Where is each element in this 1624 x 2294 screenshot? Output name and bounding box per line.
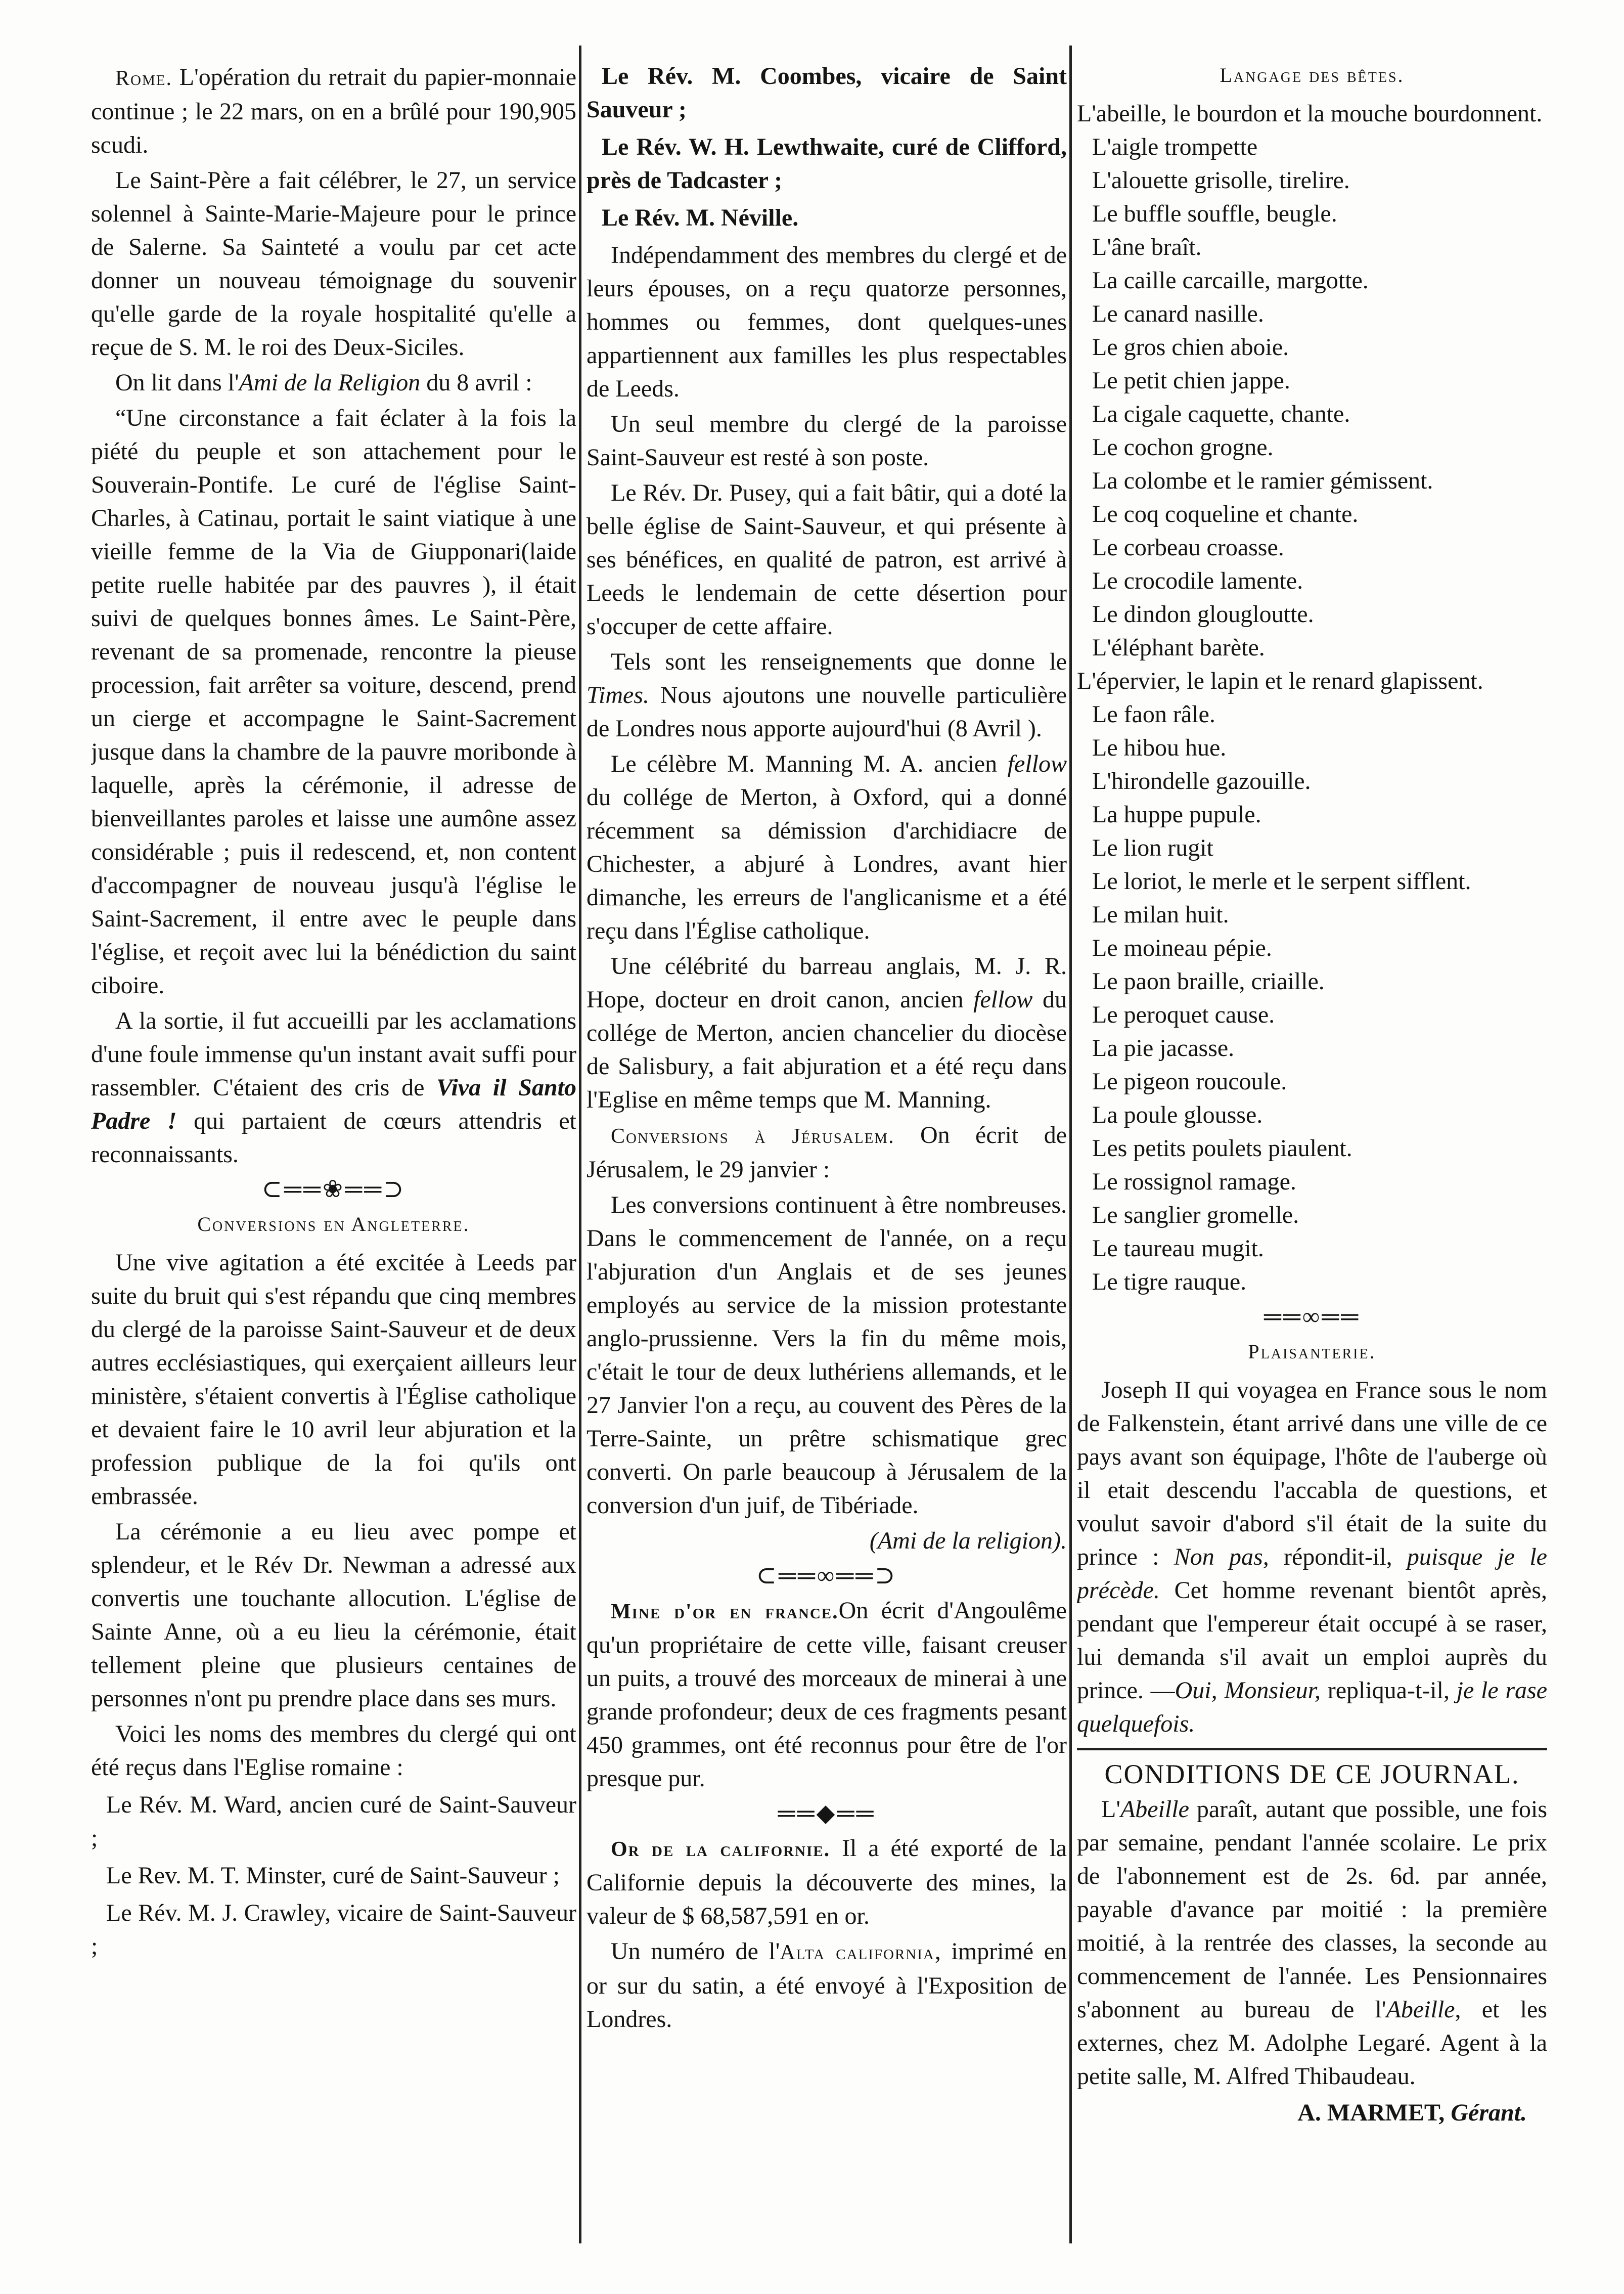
list-item: L'hirondelle gazouille. <box>1092 768 1311 795</box>
paragraph: Un seul membre du clergé de la paroisse Saint-Sauveur est resté à son poste. <box>587 411 1067 471</box>
list-item: Le hibou hue. <box>1092 734 1227 761</box>
ornament-divider: ══∞══ <box>1264 1303 1361 1330</box>
list-item: L'éléphant barète. <box>1092 634 1265 661</box>
list-item: La caille carcaille, margotte. <box>1092 267 1369 294</box>
paragraph: “Une circonstance a fait éclater à la fois la piété du peuple et son attachement pour le Souverain-Pontife. Le curé de l'église Saint-Charles, à Catinau, portait le saint viatique à une vieille femme de la Via de Giupponari(laide petite ruelle habitée par des pauvres ), il était suivi de quelques bonnes âmes. Le Saint-Père, revenant de sa promenade, rencontre la pieuse procession, fait arrêter sa voiture, descend, prend un cierge et accompagne le Saint-Sacrement jusque dans la chambre de la pauvre moribonde à laquelle, après la cérémonie, il adresse de bienveillantes paroles et laisse une aumône assez considérable ; puis il redescend, et, non content d'accompagner de nouveau jusqu'à l'église le Saint-Sacrement, il entre avec le peuple dans l'église, et reçoit avec lui la bénédiction du saint ciboire. <box>91 405 576 999</box>
animal-list <box>1077 698 1547 1299</box>
paragraph <box>587 747 1067 948</box>
list-item: Le crocodile lamente. <box>1092 567 1303 594</box>
italic-text: Oui, Monsieur, <box>1175 1677 1321 1704</box>
list-item: La colombe et le ramier gémissent. <box>1092 467 1433 494</box>
section-heading: Conversions en Angleterre. <box>197 1213 470 1236</box>
list-item: La cigale caquette, chante. <box>1092 401 1350 427</box>
quote: Viva il Santo Padre ! <box>91 1074 576 1134</box>
animal-list <box>1077 130 1547 665</box>
paragraph: Le Saint-Père a fait célébrer, le 27, un service solennel à Sainte-Marie-Majeure pour le prince de Salerne. Sa Sainteté a voulu par cet acte donner un nouveau témoignage du souvenir qu'elle garde de la royale hospitalité qu'elle a reçue de S. M. le roi des Deux-Siciles. <box>91 167 576 361</box>
italic-text: Non pas, <box>1174 1543 1269 1570</box>
list-item: Le pigeon roucoule. <box>1092 1068 1287 1095</box>
list-item: Le cochon grogne. <box>1092 434 1274 461</box>
text: Une célébrité du barreau anglais, M. J. R. Hope, docteur en droit canon, ancien <box>587 953 1067 1013</box>
list-item: L'aigle trompette <box>1092 134 1258 160</box>
italic-word: fellow <box>973 986 1033 1013</box>
text: Le célèbre M. Manning M. A. ancien <box>611 751 1008 777</box>
text: , imprimé en or sur du satin, a été envoyé à l'Exposition de Londres. <box>587 1938 1067 2033</box>
text: A la sortie, il fut accueilli par les acclamations d'une foule immense qu'un instant avait suffi pour rassembler. C'étaient des cris de <box>91 1007 576 1101</box>
paragraph <box>587 1594 1067 1795</box>
text: répondit-il, <box>1269 1543 1407 1570</box>
text: du collége de Merton, ancien chancelier du diocèse de Salisbury, a fait abjuration et a été reçu dans l'Eglise en même temps que M. Manning. <box>587 986 1067 1113</box>
article-head: Rome. <box>115 67 172 90</box>
paragraph <box>587 950 1067 1117</box>
italic-text: puisque je le précède. <box>1077 1543 1547 1604</box>
list-item: L'abeille, le bourdon et la mouche bourdonnent. <box>1077 100 1543 127</box>
section-heading: Plaisanterie. <box>1248 1340 1376 1363</box>
paragraph: Les conversions continuent à être nombreuses. Dans le commencement de l'année, on a reçu l'abjuration d'un Anglais et de ses jeunes employés au service de la mission protestante anglo-prussienne. Vers la fin du même mois, c'était le tour de deux luthériens allemands, et le 27 Janvier l'on a reçu, au couvent des Pères de la Terre-Sainte, un prêtre schismatique grec converti. On parle beaucoup à Jérusalem de la conversion d'un juif, de Tibériade. <box>587 1192 1067 1519</box>
signature-title: Gérant. <box>1451 2099 1527 2126</box>
list-item: Le buffle souffle, beugle. <box>1092 200 1337 227</box>
paragraph <box>587 1119 1067 1186</box>
list-item: La huppe pupule. <box>1092 801 1261 828</box>
signature-name: A. MARMET, <box>1297 2099 1445 2126</box>
article-rome <box>91 61 576 162</box>
clergy-item: Le Rev. M. T. Minster, curé de Saint-Sauveur ; <box>106 1862 560 1889</box>
text: , et les externes, chez M. Adolphe Legaré. Agent à la petite salle, M. Alfred Thibaudeau. <box>1077 1996 1547 2090</box>
ornament-divider: ⊂══∞══⊃ <box>756 1562 897 1589</box>
paragraph: Voici les noms des membres du clergé qui ont été reçus dans l'Eglise romaine : <box>91 1721 576 1781</box>
article-head: Conversions à Jérusalem. <box>611 1125 895 1148</box>
article-body: L'opération du retrait du papier-monnaie continue ; le 22 mars, on en a brûlé pour 190,905 scudi. <box>91 64 576 158</box>
article-head: Mine d'or en france. <box>611 1600 839 1623</box>
list-item: Le milan huit. <box>1092 901 1229 928</box>
list-item: Le peroquet cause. <box>1092 1001 1275 1028</box>
text: L' <box>1101 1796 1120 1823</box>
paragraph: Le Rév. Dr. Pusey, qui a fait bâtir, qui a doté la belle église de Saint-Sauveur, et qui présente à ses bénéfices, en qualité de patron, est arrivé à Leeds le lendemain de cette désertion pour s'occuper de cette affaire. <box>587 479 1067 640</box>
clergy-item: Le Rév. M. Coombes, vicaire de Saint Sauveur ; <box>587 63 1067 123</box>
clergy-item: Le Rév. W. H. Lewthwaite, curé de Clifford, près de Tadcaster ; <box>587 134 1067 194</box>
list-item: Le gros chien aboie. <box>1092 334 1289 361</box>
list-item: L'âne braît. <box>1092 234 1202 260</box>
list-item: L'alouette grisolle, tirelire. <box>1092 167 1350 194</box>
paragraph: Une vive agitation a été excitée à Leeds par suite du bruit qui s'est répandu que cinq membres du clergé de la paroisse Saint-Sauveur et de deux autres ecclésiastiques, qui exerçaient ailleurs leur ministère, s'étaient convertis à l'Église catholique et devaient faire le 10 avril leur abjuration et la profession publique de la foi qu'ils ont embrassée. <box>91 1249 576 1510</box>
text: On lit dans l' <box>115 369 239 396</box>
article-head: Or de la californie. <box>611 1838 831 1861</box>
paragraph <box>587 1832 1067 1933</box>
text: qui partaient de cœurs attendris et reconnaissants. <box>91 1108 576 1168</box>
publication-title: Abeille <box>1386 1996 1455 2023</box>
text: Tels sont les renseignements que donne le <box>611 648 1067 675</box>
column-2 <box>587 56 1067 2294</box>
publication-title: Alta california <box>780 1941 935 1964</box>
italic-word: fellow <box>1007 751 1067 777</box>
list-item: Le coq coqueline et chante. <box>1092 501 1359 527</box>
paragraph <box>91 1004 576 1171</box>
section-heading: Langage des bêtes. <box>1220 64 1405 86</box>
text: Il a été exporté de la Californie depuis la découverte des mines, la valeur de $ 68,587,591 en or. <box>587 1835 1067 1929</box>
publication-title: Ami de la Religion <box>239 369 421 396</box>
publication-title: Times. <box>587 682 650 709</box>
text: Joseph II qui voyagea en France sous le nom de Falkenstein, étant arrivé dans une ville de ce pays avant son équipage, l'hôte de l'auberge où il etait descendu l'accabla de questions, et voulut savoir d'abord s'il était de la suite du prince : <box>1077 1377 1547 1570</box>
list-item: Le corbeau croasse. <box>1092 534 1284 561</box>
column-3 <box>1077 56 1547 2294</box>
conditions-paragraph <box>1077 1793 1547 2093</box>
list-item: Le loriot, le merle et le serpent sifflent. <box>1092 868 1471 895</box>
text: Nous ajoutons une nouvelle particulière de Londres nous apporte aujourd'hui (8 Avril ). <box>587 682 1067 742</box>
column-rule <box>1069 46 1072 2243</box>
publication-title: Abeille <box>1120 1796 1189 1823</box>
source-citation <box>587 1524 1067 1558</box>
signature <box>1077 2096 1547 2130</box>
text: On écrit d'Angoulême qu'un propriétaire de cette ville, faisant creuser un puits, a trouvé des morceaux de minerai à une grande profondeur; deux de ces fragments pesant 450 grammes, ont été reconnus pour être de l'or presque pur. <box>587 1597 1067 1792</box>
ornament-divider: ⊂══❀══⊃ <box>261 1176 406 1203</box>
list-item: La pie jacasse. <box>1092 1035 1235 1062</box>
paragraph <box>1077 1374 1547 1741</box>
list-item: Les petits poulets piaulent. <box>1092 1135 1352 1162</box>
column-rule <box>579 46 581 2243</box>
paragraph: Indépendamment des membres du clergé et de leurs épouses, on a reçu quatorze personnes, hommes ou femmes, dont quelques-unes appartiennent aux familles les plus respectables de Leeds. <box>587 242 1067 402</box>
conditions-heading: CONDITIONS DE CE JOURNAL. <box>1077 1748 1547 1791</box>
text: repliqua-t-il, <box>1321 1677 1457 1704</box>
source-text: (Ami de la religion). <box>869 1527 1067 1554</box>
paragraph <box>587 1935 1067 2036</box>
list-item: Le rossignol ramage. <box>1092 1168 1296 1195</box>
list-item: Le sanglier gromelle. <box>1092 1202 1299 1228</box>
clergy-item: Le Rév. M. Ward, ancien curé de Saint-Sauveur ; <box>91 1791 576 1851</box>
list-item: Le taureau mugit. <box>1092 1235 1264 1262</box>
italic-text: je le rase quelquefois. <box>1077 1677 1547 1737</box>
column-1 <box>91 61 576 2294</box>
list-item: Le paon braille, criaille. <box>1092 968 1325 995</box>
list-item: Le dindon glougloutte. <box>1092 601 1314 628</box>
text: Cet homme revenant bientôt après, pendant que l'empereur était occupé à se raser, lui demanda s'il avait un emploi auprès du prince. — <box>1077 1577 1547 1704</box>
text: On écrit de Jérusalem, le 29 janvier : <box>587 1122 1067 1183</box>
list-item: Le tigre rauque. <box>1092 1268 1247 1295</box>
list-item: La poule glousse. <box>1092 1101 1263 1128</box>
list-item: L'épervier, le lapin et le renard glapissent. <box>1077 668 1483 694</box>
list-item: Le lion rugit <box>1092 834 1213 861</box>
paragraph <box>587 645 1067 745</box>
paragraph <box>91 366 576 400</box>
list-item: Le canard nasille. <box>1092 300 1264 327</box>
text: du collége de Merton, à Oxford, qui a donné récemment sa démission d'archidiacre de Chichester, a abjuré à Londres, avant hier dimanche, les erreurs de l'anglicanisme et a été reçu dans l'Église catholique. <box>587 784 1067 944</box>
ornament-divider: ══◆══ <box>778 1800 876 1827</box>
text: du 8 avril : <box>420 369 532 396</box>
list-item: Le petit chien jappe. <box>1092 367 1290 394</box>
clergy-item: Le Rév. M. J. Crawley, vicaire de Saint-Sauveur ; <box>91 1900 576 1960</box>
text: Un numéro de l' <box>611 1938 780 1965</box>
list-item: Le faon râle. <box>1092 701 1215 728</box>
clergy-item: Le Rév. M. Néville. <box>602 204 799 231</box>
list-item: Le moineau pépie. <box>1092 935 1272 961</box>
paragraph: La cérémonie a eu lieu avec pompe et splendeur, et le Rév Dr. Newman a adressé aux convertis une touchante allocution. L'église de Sainte Anne, où a eu lieu la cérémonie, était tellement pleine que plusieurs centaines de personnes n'ont pu prendre place dans ses murs. <box>91 1518 576 1712</box>
text: paraît, autant que possible, une fois par semaine, pendant l'année scolaire. Le prix de l'abonnement est de 2s. 6d. par année, payable d'avance par moitié : la première moitié, à la rentrée des classes, la seconde au commencement de l'année. Les Pensionnaires s'abonnent au bureau de l' <box>1077 1796 1547 2023</box>
